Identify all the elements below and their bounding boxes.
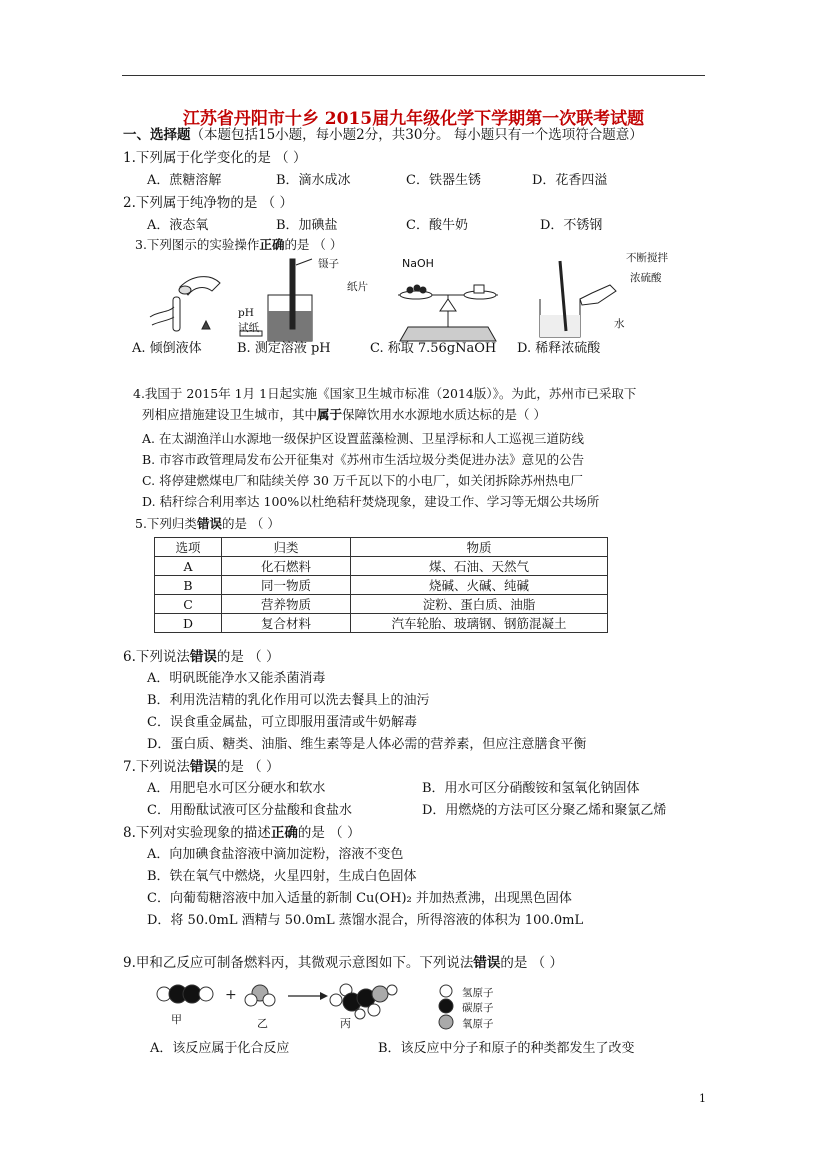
q8-option-c: C．向葡萄糖溶液中加入适量的新制 Cu(OH)₂ 并加热煮沸，出现黑色固体: [147, 891, 572, 906]
label-water: 水: [614, 318, 625, 330]
table-row: [155, 576, 608, 595]
q8-option-b: B．铁在氧气中燃烧，火星四射，生成白色固体: [147, 869, 417, 884]
table-cell: 烧碱、火碱、纯碱: [351, 576, 608, 595]
table-cell: 化石燃料: [222, 557, 351, 576]
legend-oxygen: 氧原子: [462, 1018, 494, 1030]
q9-stem-text: 9.甲和乙反应可制备燃料丙，其微观示意图如下。下列说法: [123, 955, 474, 971]
q4-option-a: A. 在太湖渔洋山水源地一级保护区设置蓝藻检测、卫星浮标和人工巡视三道防线: [142, 431, 584, 446]
table-header-row: [155, 538, 608, 557]
table-row: [155, 557, 608, 576]
section-1-heading: [123, 126, 643, 144]
table-header-cell: 物质: [351, 538, 608, 557]
section-1-note: （本题包括15小题，每小题2分，共30分。 每小题只有一个选项符合题意）: [190, 127, 643, 143]
q7-stem: [123, 758, 279, 776]
q2-option-d: D．不锈钢: [540, 218, 603, 233]
q8-stem-tail: 的是 （ ）: [297, 825, 361, 841]
label-ph-1: pH: [238, 307, 254, 319]
oxygen-atom-icon: [439, 1015, 453, 1029]
q3-option-c: C. 称取 7.56gNaOH: [370, 341, 497, 356]
paper-title: 江苏省丹阳市十乡 2015届九年级化学下学期第一次联考试题: [182, 109, 645, 129]
q3-option-b: B. 测定溶液 pH: [237, 341, 331, 356]
q7-option-a: A．用肥皂水可区分硬水和软水: [147, 781, 326, 796]
q5-stem-emphasis: 错误: [196, 516, 222, 531]
q5-stem-tail: 的是 （ ）: [221, 516, 280, 531]
label-bing: 丙: [340, 1017, 351, 1030]
label-paper: 纸片: [347, 281, 368, 293]
q5-table: [154, 537, 608, 633]
q4-line-2-text: 列相应措施建设卫生城市，其中: [142, 407, 318, 422]
q6-option-a: A．明矾既能净水又能杀菌消毒: [147, 671, 326, 686]
hydrogen-atom-icon: [440, 985, 452, 997]
label-stir: 不断搅拌: [626, 252, 668, 264]
table-header-cell: 归类: [222, 538, 351, 557]
q4-line-2-tail: 保障饮用水水源地水质达标的是（ ）: [342, 407, 547, 422]
q8-stem-emphasis: 正确: [270, 825, 298, 841]
q3-stem-text: 3.下列图示的实验操作: [135, 237, 260, 252]
balance-figure: [398, 285, 498, 341]
q2-stem: 2.下列属于纯净物的是 （ ）: [123, 195, 293, 211]
q2-option-b: B．加碘盐: [276, 218, 338, 233]
q4-line-2-emphasis: 属于: [317, 407, 343, 422]
plus-sign: +: [225, 987, 237, 1003]
q4-option-c: C. 将停建燃煤电厂和陆续关停 30 万千瓦以下的小电厂，如关闭拆除苏州热电厂: [142, 473, 583, 488]
q7-stem-text: 7.下列说法: [123, 759, 190, 775]
q7-option-b: B．用水可区分硝酸铵和氢氧化钠固体: [422, 781, 640, 796]
q8-option-a: A．向加碘食盐溶液中滴加淀粉，溶液不变色: [147, 847, 404, 862]
q7-stem-emphasis: 错误: [189, 759, 217, 775]
table-cell: 汽车轮胎、玻璃钢、钢筋混凝土: [351, 614, 608, 633]
q6-option-c: C．误食重金属盐，可立即服用蛋清或牛奶解毒: [147, 715, 417, 730]
q4-line-2: [142, 406, 546, 424]
q9-option-a: A．该反应属于化合反应: [150, 1041, 290, 1056]
label-tweezers: 镊子: [318, 258, 339, 270]
q3-option-a: A. 倾倒液体: [132, 341, 202, 356]
q8-option-d: D．将 50.0mL 酒精与 50.0mL 蒸馏水混合，所得溶液的体积为 100.0mL: [147, 913, 584, 928]
section-1-label: 一、选择题: [123, 127, 191, 143]
page-number: 1: [699, 1092, 706, 1105]
q1-stem: 1.下列属于化学变化的是 （ ）: [123, 150, 307, 166]
jia-molecule: [157, 985, 213, 1003]
label-yi: 乙: [257, 1017, 268, 1030]
q3-stem-emphasis: 正确: [259, 237, 285, 252]
q3-stem-tail: 的是 （ ）: [284, 237, 343, 252]
reaction-arrow: [288, 992, 328, 1000]
label-ph-2: 试纸: [238, 322, 259, 334]
q8-stem: [123, 824, 360, 842]
q9-stem-emphasis: 错误: [473, 955, 501, 971]
q6-option-b: B．利用洗洁精的乳化作用可以洗去餐具上的油污: [147, 693, 430, 708]
q9-reaction-diagram: [150, 980, 480, 1020]
q9-option-b: B．该反应中分子和原子的种类都发生了改变: [378, 1041, 635, 1056]
table-cell: A: [155, 557, 222, 576]
yi-molecule: [245, 985, 275, 1006]
pouring-liquid-figure: [150, 277, 220, 331]
q4-line-1: 4.我国于 2015年 1月 1日起实施《国家卫生城市标准（2014版）》。为此，苏州市已采取下: [133, 386, 637, 401]
q3-stem: [135, 236, 342, 254]
label-acid: 浓硫酸: [630, 272, 662, 284]
table-cell: 同一物质: [222, 576, 351, 595]
legend-carbon: 碳原子: [462, 1002, 494, 1014]
q1-option-b: B．滴水成冰: [276, 173, 351, 188]
q6-stem-emphasis: 错误: [189, 649, 217, 665]
q9-stem: [123, 954, 563, 972]
table-cell: 营养物质: [222, 595, 351, 614]
carbon-atom-icon: [439, 999, 453, 1013]
q1-option-d: D．花香四溢: [532, 173, 608, 188]
label-jia: 甲: [171, 1013, 182, 1026]
table-row: [155, 595, 608, 614]
q5-stem: [135, 515, 280, 533]
table-cell: B: [155, 576, 222, 595]
q4-option-d: D. 秸秆综合利用率达 100%以杜绝秸秆焚烧现象，建设工作、学习等无烟公共场所: [142, 494, 600, 509]
q1-option-c: C．铁器生锈: [406, 173, 481, 188]
q6-stem: [123, 648, 279, 666]
table-cell: 淀粉、蛋白质、油脂: [351, 595, 608, 614]
q6-stem-tail: 的是 （ ）: [216, 649, 280, 665]
q1-option-a: A．蔗糖溶解: [147, 173, 222, 188]
bing-molecule: [330, 984, 397, 1019]
q3-option-d: D. 稀释浓硫酸: [517, 341, 601, 356]
table-header-cell: 选项: [155, 538, 222, 557]
q4-option-b: B. 市容市政管理局发布公开征集对《苏州市生活垃圾分类促进办法》意见的公告: [142, 452, 585, 467]
q6-option-d: D．蛋白质、糖类、油脂、维生素等是人体必需的营养素，但应注意膳食平衡: [147, 737, 587, 752]
table-cell: 煤、石油、天然气: [351, 557, 608, 576]
q6-stem-text: 6.下列说法: [123, 649, 190, 665]
q7-option-d: D．用燃烧的方法可区分聚乙烯和聚氯乙烯: [422, 803, 667, 818]
q9-stem-tail: 的是 （ ）: [500, 955, 563, 971]
q2-option-c: C．酸牛奶: [406, 218, 468, 233]
q7-stem-tail: 的是 （ ）: [216, 759, 280, 775]
table-cell: C: [155, 595, 222, 614]
table-row: [155, 614, 608, 633]
table-cell: 复合材料: [222, 614, 351, 633]
q7-option-c: C．用酚酞试液可区分盐酸和食盐水: [147, 803, 352, 818]
q8-stem-text: 8.下列对实验现象的描述: [123, 825, 271, 841]
q2-option-a: A．液态氧: [147, 218, 209, 233]
label-naoh: NaOH: [402, 257, 434, 270]
q5-stem-text: 5.下列归类: [135, 516, 197, 531]
header-rule: [122, 75, 705, 76]
table-cell: D: [155, 614, 222, 633]
dilute-acid-figure: [540, 261, 616, 337]
q9-legend-atoms: [435, 984, 457, 1030]
legend-hydrogen: 氢原子: [462, 987, 494, 999]
